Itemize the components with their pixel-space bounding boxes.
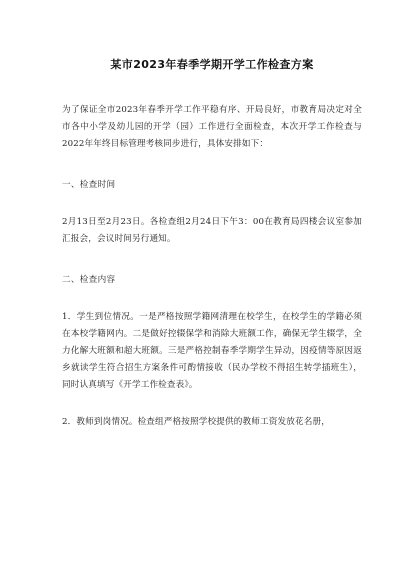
section-time-body: 2月13日至2月23日。各检查组2月24日下午3：00在教育局四楼会议室参加汇报会，会议时间另行通知。 <box>62 217 362 244</box>
spacer <box>62 289 362 309</box>
document-title: 某市2023年春季学期开学工作检查方案 <box>110 58 314 71</box>
spacer <box>62 248 362 272</box>
section-heading-content: 二、检查内容 <box>62 275 116 285</box>
spacer <box>62 394 362 414</box>
spacer <box>62 194 362 214</box>
intro-paragraph: 为了保证全市2023年春季开学工作平稳有序、开局良好，市教育局决定对全市各中小学及幼儿园的开学（园）工作进行全面检查，本次开学工作检查与2022年年终目标管理考核同步进行，具体安排如下： <box>62 105 362 149</box>
content-item-1: 1．学生到位情况。一是严格按照学籍网清理在校学生，在校学生的学籍必须在本校学籍网内。二是做好控辍保学和消除大班额工作，确保无学生辍学，全力化解大班额和超大班额。三是严格控制春季学期学生异动，因疫情等原因返乡就读学生符合招生方案条件可酌情接收（民办学校不得招生转学插班生），同时认真填写《开学工作检查表》。 <box>62 312 362 390</box>
section-heading-time: 一、检查时间 <box>62 180 116 190</box>
content-item-2: 2．教师到岗情况。检查组严格按照学校提供的教师工资发放花名册， <box>62 417 330 427</box>
spacer <box>62 153 362 177</box>
